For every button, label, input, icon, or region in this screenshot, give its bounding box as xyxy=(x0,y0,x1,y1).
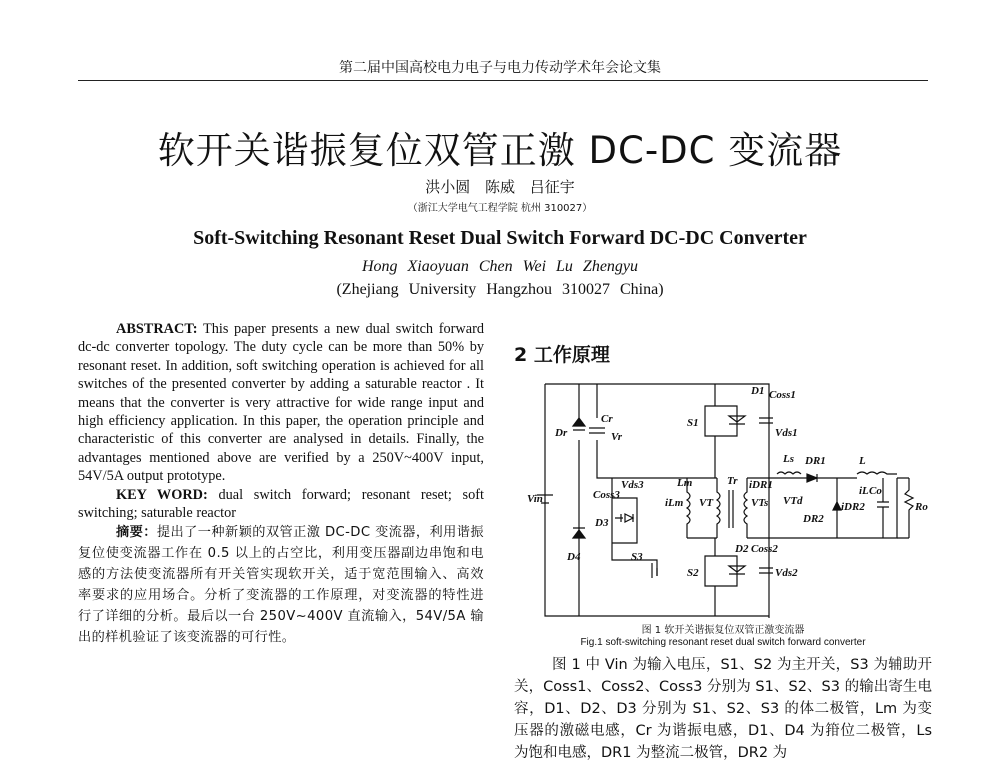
d3-diode-symbol xyxy=(625,514,633,522)
label-il: iL xyxy=(859,485,869,497)
left-column xyxy=(78,320,484,648)
abstract-cn-text: 提出了一种新颖的双管正激 DC-DC 变流器，利用谐振复位使变流器工作在 0.5 以上的占空比，利用变压器副边串饱和电感的方法使变流器所有开关管实现软开关，适于宽范围输入、高效率要求的应用场合。分析了变流器的工作原理，对变流器的特性进行了详细的分析。最后以一台 250V~400V 直流输入，54V/5A 输出的样机验证了该变流器的可行性。 xyxy=(78,525,485,646)
authors-cn: 洪小圆 陈威 吕征宇 xyxy=(425,178,575,196)
label-l: L xyxy=(859,455,866,467)
label-tr: Tr xyxy=(727,475,738,487)
cr-capacitor-symbol xyxy=(589,428,605,433)
dr1-diode-symbol xyxy=(807,474,857,482)
tr-primary-symbol xyxy=(717,478,720,538)
paper-title-cn: 软开关谐振复位双管正激 DC-DC 变流器 xyxy=(157,129,843,172)
label-vds2: Vds2 xyxy=(775,567,798,579)
section-heading: 2 工作原理 xyxy=(514,344,610,366)
label-lm: Lm xyxy=(677,477,693,489)
label-co: Co xyxy=(869,485,882,497)
s2-branch-wire xyxy=(705,538,737,616)
label-coss1: Coss1 xyxy=(769,389,796,401)
label-dr1: DR1 xyxy=(805,455,826,467)
figure-caption-en: Fig.1 soft-switching resonant reset dual switch forward converter xyxy=(580,637,866,648)
affiliation-en: (Zhejiang University Hangzhou 310027 China) xyxy=(336,281,664,298)
label-idr1: iDR1 xyxy=(749,479,773,491)
label-d3: D3 xyxy=(595,517,609,529)
abstract-en xyxy=(78,320,484,486)
keywords xyxy=(78,486,484,523)
circuit-diagram xyxy=(527,378,928,618)
label-d4: D4 xyxy=(567,551,581,563)
label-vtd: VTd xyxy=(783,495,803,507)
s3-switch-symbol xyxy=(652,563,657,578)
label-s2: S2 xyxy=(687,567,699,579)
dr-diode-symbol xyxy=(573,418,585,430)
d4-diode-symbol xyxy=(573,528,585,538)
right-column xyxy=(514,654,932,764)
label-idr2: iDR2 xyxy=(841,501,865,513)
s1-branch-wire xyxy=(705,384,737,478)
keywords-text: dual switch forward; resonant reset; soft switching; saturable reactor xyxy=(78,486,484,522)
label-ilm: iLm xyxy=(665,497,684,509)
coss1-symbol xyxy=(759,418,773,423)
authors-en: Hong Xiaoyuan Chen Wei Lu Zhengyu xyxy=(361,258,639,275)
label-dr: Dr xyxy=(555,427,568,439)
running-header: 第二届中国高校电力电子与电力传动学术年会论文集 xyxy=(339,60,661,76)
paper-title-en: Soft-Switching Resonant Reset Dual Switch Forward DC-DC Converter xyxy=(193,227,807,249)
label-d1: D1 xyxy=(751,385,765,397)
label-vin: Vin xyxy=(527,493,543,505)
abstract-cn-label: 摘要： xyxy=(116,525,157,541)
label-ro: Ro xyxy=(915,501,928,513)
label-ls: Ls xyxy=(783,453,794,465)
label-vt: VT xyxy=(699,497,714,509)
abstract-label: ABSTRACT: xyxy=(116,321,198,337)
keywords-label: KEY WORD: xyxy=(116,486,208,503)
affiliation-cn: （浙江大学电气工程学院 杭州 310027） xyxy=(407,203,593,214)
label-s3: S3 xyxy=(631,551,643,563)
coss3-symbol xyxy=(615,514,623,522)
output-inductor-symbol xyxy=(857,472,897,474)
label-dr2: DR2 xyxy=(803,513,824,525)
label-coss2: Coss2 xyxy=(751,543,778,555)
label-d2: D2 xyxy=(735,543,749,555)
label-coss3: Coss3 xyxy=(593,489,620,501)
label-vr: Vr xyxy=(611,431,623,443)
body-paragraph: 图 1 中 Vin 为输入电压，S1、S2 为主开关，S3 为辅助开关，Coss1、Coss2、Coss3 分别为 S1、S2、S3 的输出寄生电容，D1、D2、D3 分别为 S1、S2、S3 的体二极管，Lm 为变压器的激磁电感，Cr 为谐振电感，D1、D4 为箝位二极管，Ls 为饱和电感，DR1 为整流二极管，DR2 为 xyxy=(514,657,932,761)
transformer-core xyxy=(729,490,733,528)
ro-resistor-symbol xyxy=(897,478,913,538)
label-vds1: Vds1 xyxy=(775,427,798,439)
figure-caption-cn: 图 1 软开关谐振复位双管正激变流器 xyxy=(641,625,805,636)
label-cr: Cr xyxy=(601,413,613,425)
header-rule xyxy=(78,80,928,81)
ls-inductor-symbol xyxy=(777,472,801,474)
label-s1: S1 xyxy=(687,417,699,429)
dr2-diode-symbol xyxy=(833,478,841,538)
abstract-text: This paper presents a new dual switch forward dc-dc converter topology. The duty cycle can be more than 50% by resonant reset. In addition, soft switching operation is achieved for all switches of the presented converter by adding a saturable reactor . It means that the converter is very attractive for wide range input and high efficiency application. In this paper, the operation principle and characteristic of this converter are analysed in details. Finally, the advantages mentioned above are verified by a 250V~400V input, 54V/5A output prototype. xyxy=(78,321,484,485)
label-vds3: Vds3 xyxy=(621,479,644,491)
label-vts: VTs xyxy=(751,497,769,509)
abstract-cn xyxy=(78,522,484,648)
coss2-symbol xyxy=(759,568,773,573)
tr-secondary-symbol xyxy=(744,478,747,538)
